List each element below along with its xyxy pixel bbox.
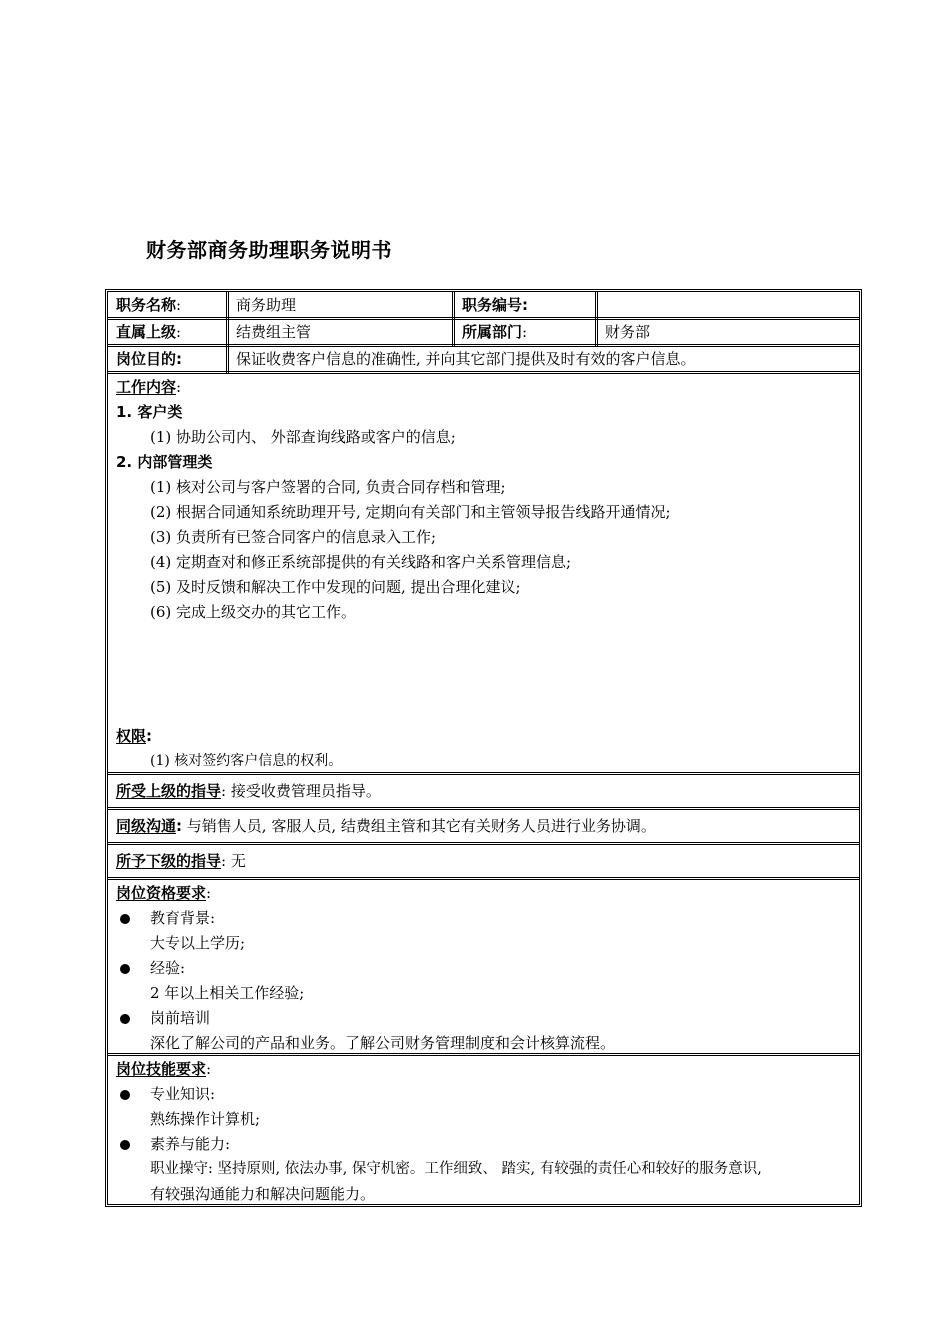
skills-heading-line: 岗位技能要求:	[116, 1060, 212, 1078]
job-description-table	[105, 289, 862, 1207]
qualification-label: 岗前培训	[150, 1009, 211, 1027]
work-item: (6) 完成上级交办的其它工作。	[150, 603, 357, 621]
peer-communication-label: 同级沟通	[116, 817, 177, 835]
guidance-from-superior: 所受上级的指导: 接受收费管理员指导。	[116, 782, 381, 800]
skill-value: 职业操守: 坚持原则, 依法办事, 保守机密。工作细致、 踏实, 有较强的责任心和较好的服务意识,	[150, 1161, 762, 1177]
job-name-cell: 职务名称:	[116, 296, 182, 314]
job-code-label: 职务编号	[462, 296, 523, 314]
skill-label: 素养与能力:	[150, 1135, 231, 1153]
peer-communication-value: 与销售人员, 客服人员, 结费组主管和其它有关财务人员进行业务协调。	[186, 817, 656, 835]
skills-heading: 岗位技能要求	[116, 1060, 207, 1078]
skill-value: 有较强沟通能力和解决问题能力。	[150, 1185, 376, 1203]
work-item: (2) 根据合同通知系统助理开号, 定期向有关部门和主管领导报告线路开通情况;	[150, 503, 671, 521]
authority-heading-line: 权限:	[116, 727, 153, 745]
department-value: 财务部	[605, 323, 651, 341]
row-divider	[108, 772, 859, 775]
column-divider	[595, 292, 598, 347]
qualifications-heading: 岗位资格要求	[116, 884, 207, 902]
document-title: 财务部商务助理职务说明书	[146, 238, 392, 262]
superior-value: 结费组主管	[236, 323, 312, 341]
row-divider	[108, 317, 859, 320]
bullet-icon	[120, 914, 130, 924]
superior-label: 直属上级	[116, 323, 177, 341]
row-divider	[108, 877, 859, 880]
job-name-value: 商务助理	[236, 296, 297, 314]
job-name-label: 职务名称	[116, 296, 177, 314]
superior-cell: 直属上级:	[116, 323, 182, 341]
row-divider	[108, 371, 859, 374]
qualifications-heading-line: 岗位资格要求:	[116, 884, 212, 902]
guidance-from-superior-value: 接受收费管理员指导。	[230, 782, 381, 800]
job-code-cell: 职务编号:	[462, 296, 529, 314]
authority-heading: 权限	[116, 727, 147, 745]
guidance-from-superior-label: 所受上级的指导	[116, 782, 222, 800]
authority-item: (1) 核对签约客户信息的权利。	[150, 753, 343, 769]
skill-value: 熟练操作计算机;	[150, 1110, 261, 1128]
row-divider	[108, 807, 859, 810]
guidance-to-subordinate: 所予下级的指导: 无	[116, 852, 246, 870]
qualification-label: 经验:	[150, 959, 186, 977]
row-divider	[108, 344, 859, 347]
work-item: (1) 核对公司与客户签署的合同, 负责合同存档和管理;	[150, 478, 506, 496]
bullet-icon	[120, 1090, 130, 1100]
bullet-icon	[120, 1014, 130, 1024]
work-item: (5) 及时反馈和解决工作中发现的问题, 提出合理化建议;	[150, 578, 521, 596]
guidance-to-subordinate-label: 所予下级的指导	[116, 852, 222, 870]
guidance-to-subordinate-value: 无	[230, 852, 246, 870]
row-divider	[108, 842, 859, 845]
department-cell: 所属部门:	[462, 323, 528, 341]
qualification-value: 深化了解公司的产品和业务。了解公司财务管理制度和会计核算流程。	[150, 1034, 616, 1052]
bullet-icon	[120, 1140, 130, 1150]
work-category-1: 1. 客户类	[116, 403, 183, 421]
bullet-icon	[120, 964, 130, 974]
qualification-label: 教育背景:	[150, 909, 216, 927]
column-divider	[452, 292, 455, 347]
work-heading-line: 工作内容:	[116, 378, 182, 396]
work-category-2: 2. 内部管理类	[116, 453, 213, 471]
department-label: 所属部门	[462, 323, 523, 341]
work-item: (1) 协助公司内、 外部查询线路或客户的信息;	[150, 428, 456, 446]
qualification-value: 2 年以上相关工作经验;	[150, 984, 305, 1002]
qualification-value: 大专以上学历;	[150, 934, 246, 952]
work-heading: 工作内容	[116, 378, 177, 396]
column-divider	[226, 292, 229, 374]
purpose-value: 保证收费客户信息的准确性, 并向其它部门提供及时有效的客户信息。	[236, 350, 696, 368]
skill-label: 专业知识:	[150, 1085, 216, 1103]
work-item: (4) 定期查对和修正系统部提供的有关线路和客户关系管理信息;	[150, 553, 572, 571]
row-divider	[108, 1053, 859, 1056]
purpose-label: 岗位目的:	[116, 350, 182, 368]
peer-communication: 同级沟通: 与销售人员, 客服人员, 结费组主管和其它有关财务人员进行业务协调。	[116, 817, 656, 835]
work-item: (3) 负责所有已签合同客户的信息录入工作;	[150, 528, 437, 546]
